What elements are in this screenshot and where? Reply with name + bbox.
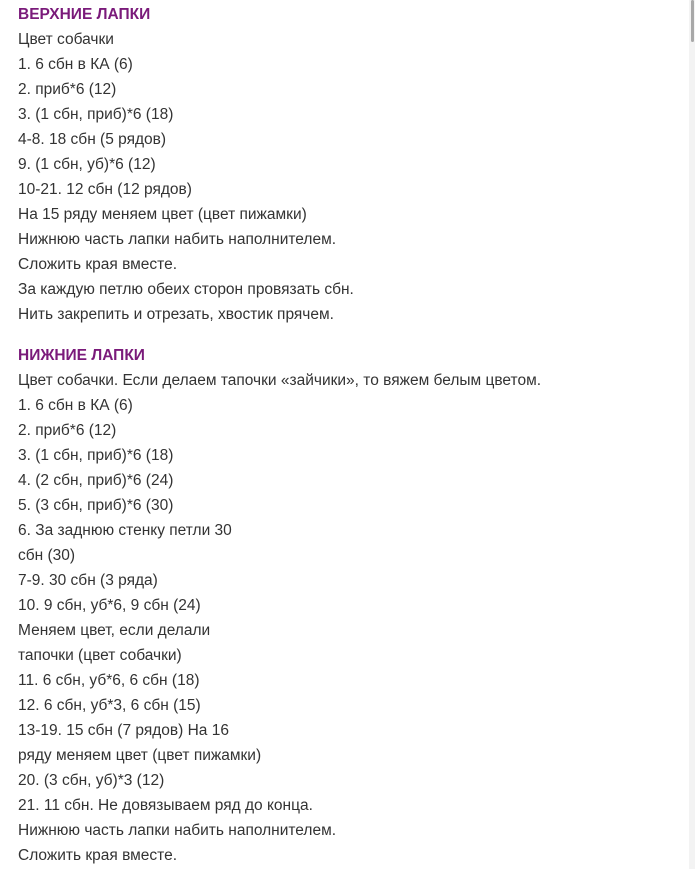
instruction-line: 11. 6 сбн, уб*6, 6 сбн (18) xyxy=(18,672,200,689)
section-heading-upper-paws: ВЕРХНИЕ ЛАПКИ xyxy=(18,6,151,23)
instruction-line: 4-8. 18 сбн (5 рядов) xyxy=(18,131,167,148)
instruction-line: На 15 ряду меняем цвет (цвет пижамки) xyxy=(18,206,307,223)
instruction-line: 10. 9 сбн, уб*6, 9 сбн (24) xyxy=(18,597,201,614)
scrollbar-thumb[interactable] xyxy=(691,0,694,42)
instruction-line: Цвет собачки xyxy=(18,31,114,48)
instruction-line: Сложить края вместе. xyxy=(18,847,178,864)
instruction-line: 13-19. 15 сбн (7 рядов) На 16 xyxy=(18,722,229,739)
instruction-line: 3. (1 сбн, приб)*6 (18) xyxy=(18,106,174,123)
instruction-line: тапочки (цвет собачки) xyxy=(18,647,182,664)
section-spacer xyxy=(18,327,678,343)
instruction-line: 2. приб*6 (12) xyxy=(18,81,117,98)
instruction-line: Меняем цвет, если делали xyxy=(18,622,211,639)
instruction-line: Цвет собачки. Если делаем тапочки «зайчики», то вяжем белым цветом. xyxy=(18,372,542,389)
instruction-line: Нижнюю часть лапки набить наполнителем. xyxy=(18,231,337,248)
vertical-scrollbar[interactable] xyxy=(689,0,695,869)
instruction-line: 7-9. 30 сбн (3 ряда) xyxy=(18,572,158,589)
instruction-line: сбн (30) xyxy=(18,547,76,564)
upper-paws-section xyxy=(18,2,678,327)
instruction-line: 2. приб*6 (12) xyxy=(18,422,117,439)
instruction-line: 5. (3 сбн, приб)*6 (30) xyxy=(18,497,174,514)
instruction-line: 10-21. 12 сбн (12 рядов) xyxy=(18,181,192,198)
instruction-line: 6. За заднюю стенку петли 30 xyxy=(18,522,232,539)
section-heading-lower-paws: НИЖНИЕ ЛАПКИ xyxy=(18,347,145,364)
instruction-line: ряду меняем цвет (цвет пижамки) xyxy=(18,747,262,764)
instruction-line: 4. (2 сбн, приб)*6 (24) xyxy=(18,472,174,489)
instruction-line: 12. 6 сбн, уб*3, 6 сбн (15) xyxy=(18,697,201,714)
instruction-line: Нить закрепить и отрезать, хвостик прячем. xyxy=(18,306,334,323)
instruction-line: 3. (1 сбн, приб)*6 (18) xyxy=(18,447,174,464)
lower-paws-section xyxy=(18,343,678,868)
article-content xyxy=(18,2,678,868)
instruction-line: 20. (3 сбн, уб)*3 (12) xyxy=(18,772,165,789)
instruction-line: За каждую петлю обеих сторон провязать сбн. xyxy=(18,281,354,298)
instruction-line: 1. 6 сбн в КА (6) xyxy=(18,56,133,73)
instruction-line: 1. 6 сбн в КА (6) xyxy=(18,397,133,414)
instruction-line: Сложить края вместе. xyxy=(18,256,178,273)
instruction-line: 21. 11 сбн. Не довязываем ряд до конца. xyxy=(18,797,313,814)
instruction-line: 9. (1 сбн, уб)*6 (12) xyxy=(18,156,156,173)
instruction-line: Нижнюю часть лапки набить наполнителем. xyxy=(18,822,337,839)
